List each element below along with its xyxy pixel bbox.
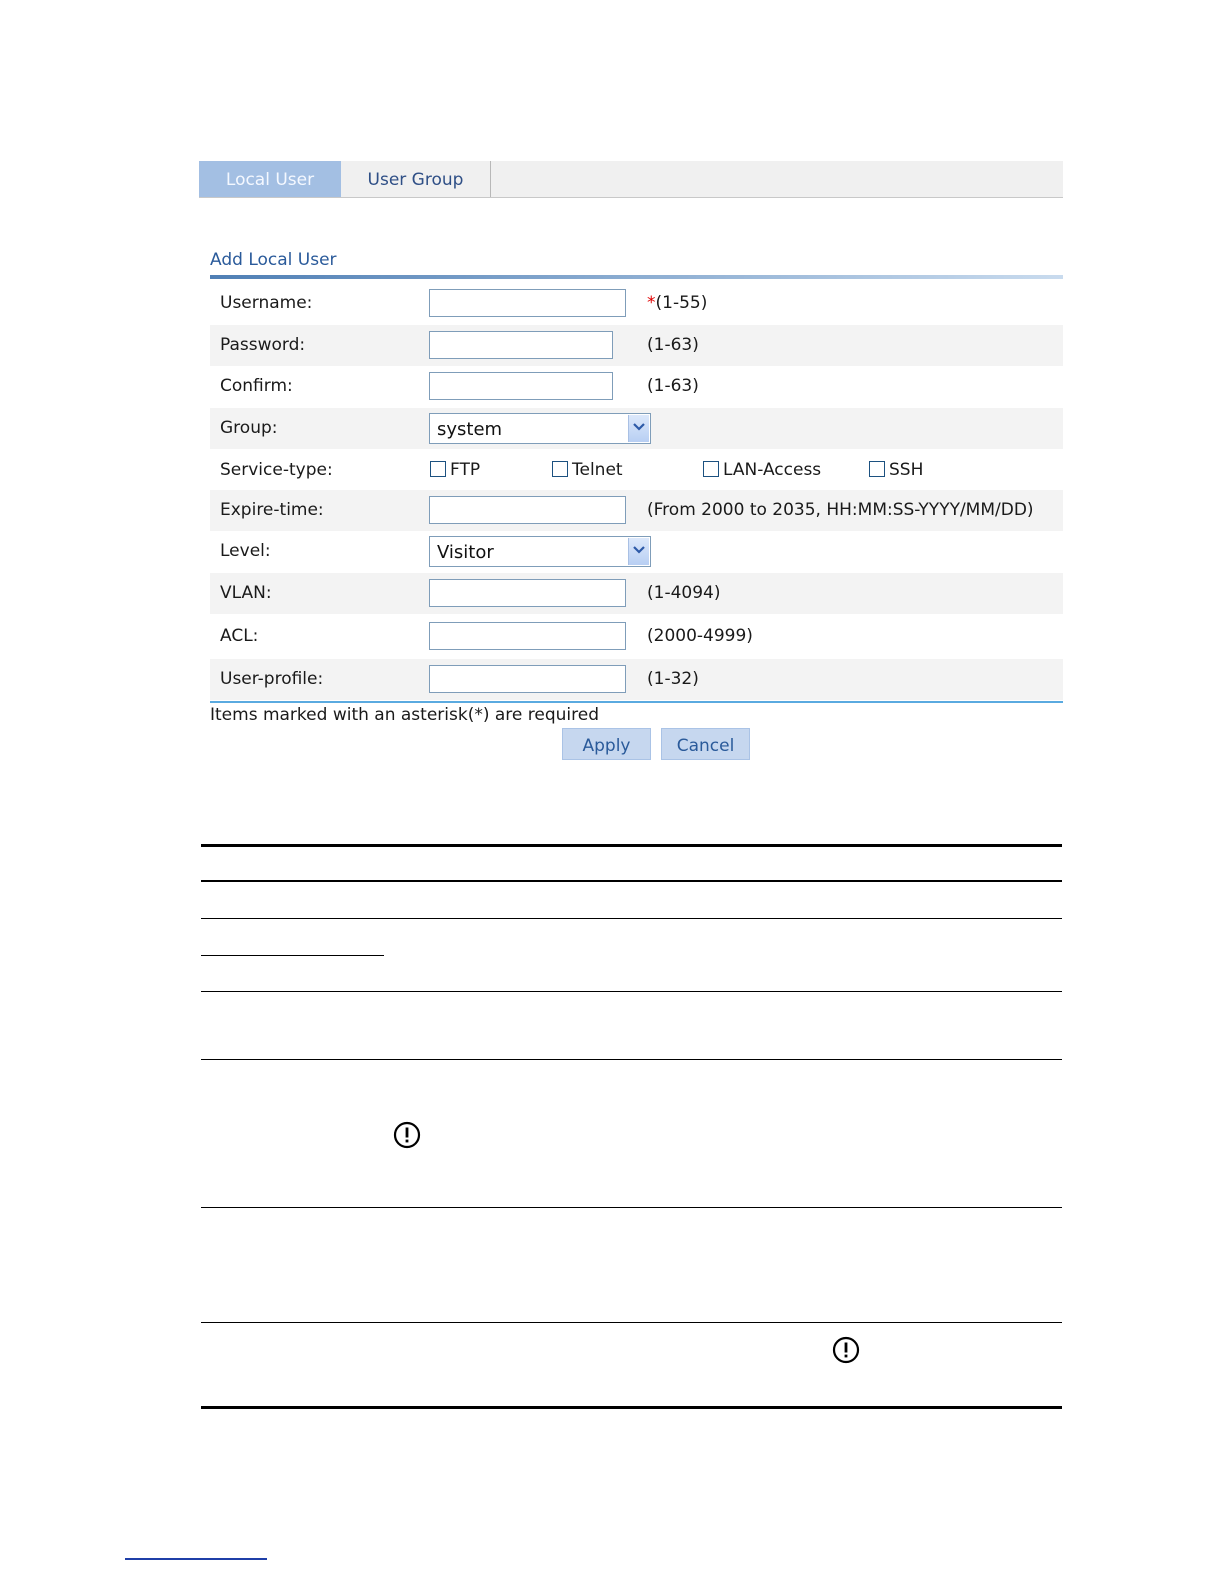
group-selected-value: system xyxy=(437,419,503,440)
expire-time-input[interactable] xyxy=(429,496,626,524)
apply-button[interactable]: Apply xyxy=(562,728,651,760)
user-profile-label: User-profile: xyxy=(220,669,324,689)
table-row-divider xyxy=(201,1207,1062,1208)
service-lan-access-label: LAN-Access xyxy=(723,460,822,480)
username-input[interactable] xyxy=(429,289,626,317)
table-row-divider xyxy=(201,918,1062,919)
acl-label: ACL: xyxy=(220,626,259,646)
required-asterisk: * xyxy=(647,293,656,313)
vlan-hint: (1-4094) xyxy=(647,583,721,603)
acl-hint: (2000-4999) xyxy=(647,626,753,646)
table-cell-divider xyxy=(201,955,384,956)
tab-local-user[interactable]: Local User xyxy=(199,161,341,197)
service-type-label: Service-type: xyxy=(220,460,333,480)
cancel-button[interactable]: Cancel xyxy=(661,728,750,760)
confirm-hint: (1-63) xyxy=(647,376,699,396)
confirm-input[interactable] xyxy=(429,372,613,400)
password-label: Password: xyxy=(220,335,306,355)
expire-time-label: Expire-time: xyxy=(220,500,324,520)
tab-user-group[interactable]: User Group xyxy=(341,161,491,197)
group-select[interactable] xyxy=(429,413,651,444)
vlan-row xyxy=(210,573,1063,614)
table-row-divider xyxy=(201,991,1062,992)
password-row xyxy=(210,325,1063,366)
password-hint: (1-63) xyxy=(647,335,699,355)
table-bottom-rule xyxy=(201,1406,1062,1409)
service-ftp-checkbox[interactable] xyxy=(430,461,446,477)
service-ftp-option[interactable] xyxy=(430,450,480,491)
level-row xyxy=(210,531,1063,572)
expire-time-hint: (From 2000 to 2035, HH:MM:SS-YYYY/MM/DD) xyxy=(647,500,1034,520)
service-lan-access-checkbox[interactable] xyxy=(703,461,719,477)
tab-bar xyxy=(199,161,1063,198)
table-row-divider xyxy=(201,1322,1062,1323)
acl-row xyxy=(210,616,1063,657)
acl-input[interactable] xyxy=(429,622,626,650)
table-row-divider xyxy=(201,1059,1062,1060)
user-profile-hint: (1-32) xyxy=(647,669,699,689)
service-ssh-option[interactable] xyxy=(869,450,923,491)
username-hint xyxy=(647,283,707,324)
group-row xyxy=(210,408,1063,449)
table-header-rule xyxy=(201,880,1062,882)
user-profile-row xyxy=(210,659,1063,700)
service-lan-access-option[interactable] xyxy=(703,450,821,491)
warning-icon xyxy=(832,1336,860,1364)
level-select[interactable] xyxy=(429,536,651,567)
level-label: Level: xyxy=(220,541,271,561)
confirm-label: Confirm: xyxy=(220,376,293,396)
chevron-down-icon[interactable] xyxy=(628,415,649,442)
level-selected-value: Visitor xyxy=(437,542,494,563)
password-input[interactable] xyxy=(429,331,613,359)
service-ssh-checkbox[interactable] xyxy=(869,461,885,477)
section-title: Add Local User xyxy=(210,250,337,270)
confirm-row xyxy=(210,366,1063,407)
user-profile-input[interactable] xyxy=(429,665,626,693)
username-row xyxy=(210,283,1063,324)
username-range: (1-55) xyxy=(655,293,708,313)
footer-link-underline[interactable] xyxy=(125,1558,267,1560)
required-note: Items marked with an asterisk(*) are required xyxy=(210,705,599,725)
vlan-input[interactable] xyxy=(429,579,626,607)
service-telnet-option[interactable] xyxy=(552,450,623,491)
table-top-rule xyxy=(201,844,1062,847)
group-label: Group: xyxy=(220,418,278,438)
username-label: Username: xyxy=(220,293,313,313)
expire-time-row xyxy=(210,490,1063,531)
service-ssh-label: SSH xyxy=(889,460,924,480)
service-telnet-label: Telnet xyxy=(572,460,623,480)
warning-icon xyxy=(393,1121,421,1149)
section-divider xyxy=(210,275,1063,279)
service-telnet-checkbox[interactable] xyxy=(552,461,568,477)
vlan-label: VLAN: xyxy=(220,583,272,603)
chevron-down-icon[interactable] xyxy=(628,538,649,565)
service-type-row xyxy=(210,450,1063,491)
service-ftp-label: FTP xyxy=(450,460,481,480)
